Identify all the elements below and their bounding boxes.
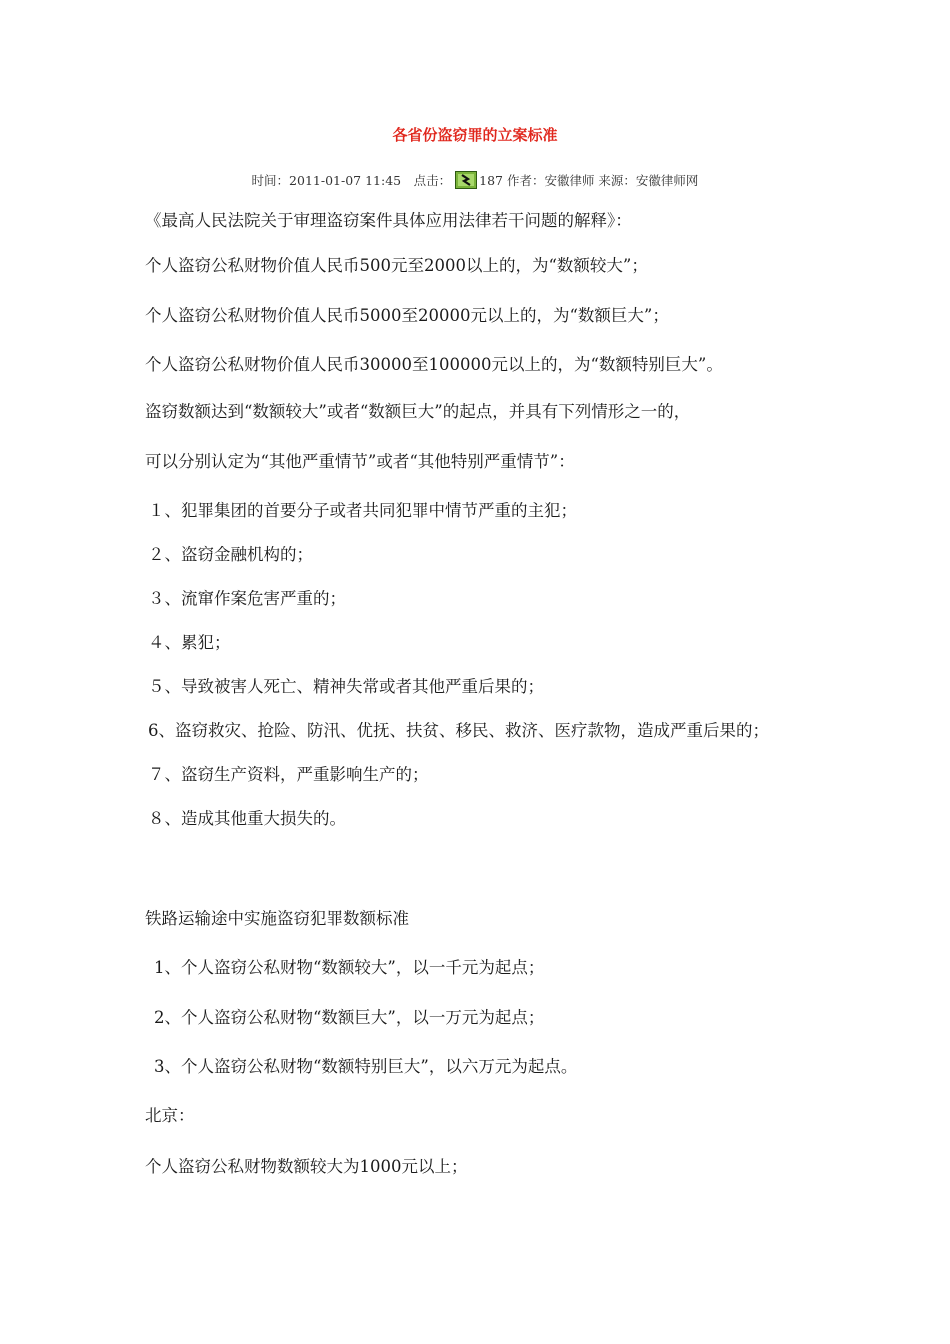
list-item: ４、累犯；: [148, 633, 231, 652]
paragraph-3: 个人盗窃公私财物价值人民币30000至100000元以上的，为“数额特别巨大”。: [145, 355, 723, 374]
rail-list-item: 1、个人盗窃公私财物“数额较大”，以一千元为起点；: [154, 958, 545, 977]
meta-time: 时间：2011-01-07 11:45 点击：: [251, 173, 452, 188]
article-title: 各省份盗窃罪的立案标准: [392, 126, 558, 144]
list-item: ２、盗窃金融机构的；: [148, 545, 313, 564]
rail-list-item: 3、个人盗窃公私财物“数额特别巨大”，以六万元为起点。: [154, 1057, 578, 1076]
meta-author-source: 作者：安徽律师 来源：安徽律师网: [502, 173, 699, 188]
list-item: ３、流窜作案危害严重的；: [148, 589, 346, 608]
article-meta: [0, 171, 950, 189]
counter-icon: [455, 171, 477, 189]
intro-paragraph: 《最高人民法院关于审理盗窃案件具体应用法律若干问题的解释》：: [145, 211, 632, 230]
paragraph-2: 个人盗窃公私财物价值人民币5000至20000元以上的，为“数额巨大”；: [145, 306, 669, 325]
paragraph-1: 个人盗窃公私财物价值人民币500元至2000以上的，为“数额较大”；: [145, 256, 648, 275]
list-item: ８、造成其他重大损失的。: [148, 809, 346, 828]
meta-clicks: 187: [479, 173, 503, 188]
list-item: 6、盗窃救灾、抢险、防汛、优抚、扶贫、移民、救济、医疗款物，造成严重后果的；: [148, 721, 769, 740]
paragraph-5: 可以分别认定为“其他严重情节”或者“其他特别严重情节”：: [145, 452, 575, 471]
list-item: ５、导致被害人死亡、精神失常或者其他严重后果的；: [148, 677, 544, 696]
beijing-paragraph-1: 个人盗窃公私财物数额较大为1000元以上；: [145, 1157, 468, 1176]
paragraph-4: 盗窃数额达到“数额较大”或者“数额巨大”的起点，并具有下列情形之一的，: [145, 402, 691, 421]
list-item: １、犯罪集团的首要分子或者共同犯罪中情节严重的主犯；: [148, 501, 577, 520]
rail-list-item: 2、个人盗窃公私财物“数额巨大”，以一万元为起点；: [154, 1008, 545, 1027]
list-item: ７、盗窃生产资料，严重影响生产的；: [148, 765, 429, 784]
beijing-heading: 北京：: [145, 1106, 195, 1125]
rail-heading: 铁路运输途中实施盗窃犯罪数额标准: [145, 909, 409, 928]
